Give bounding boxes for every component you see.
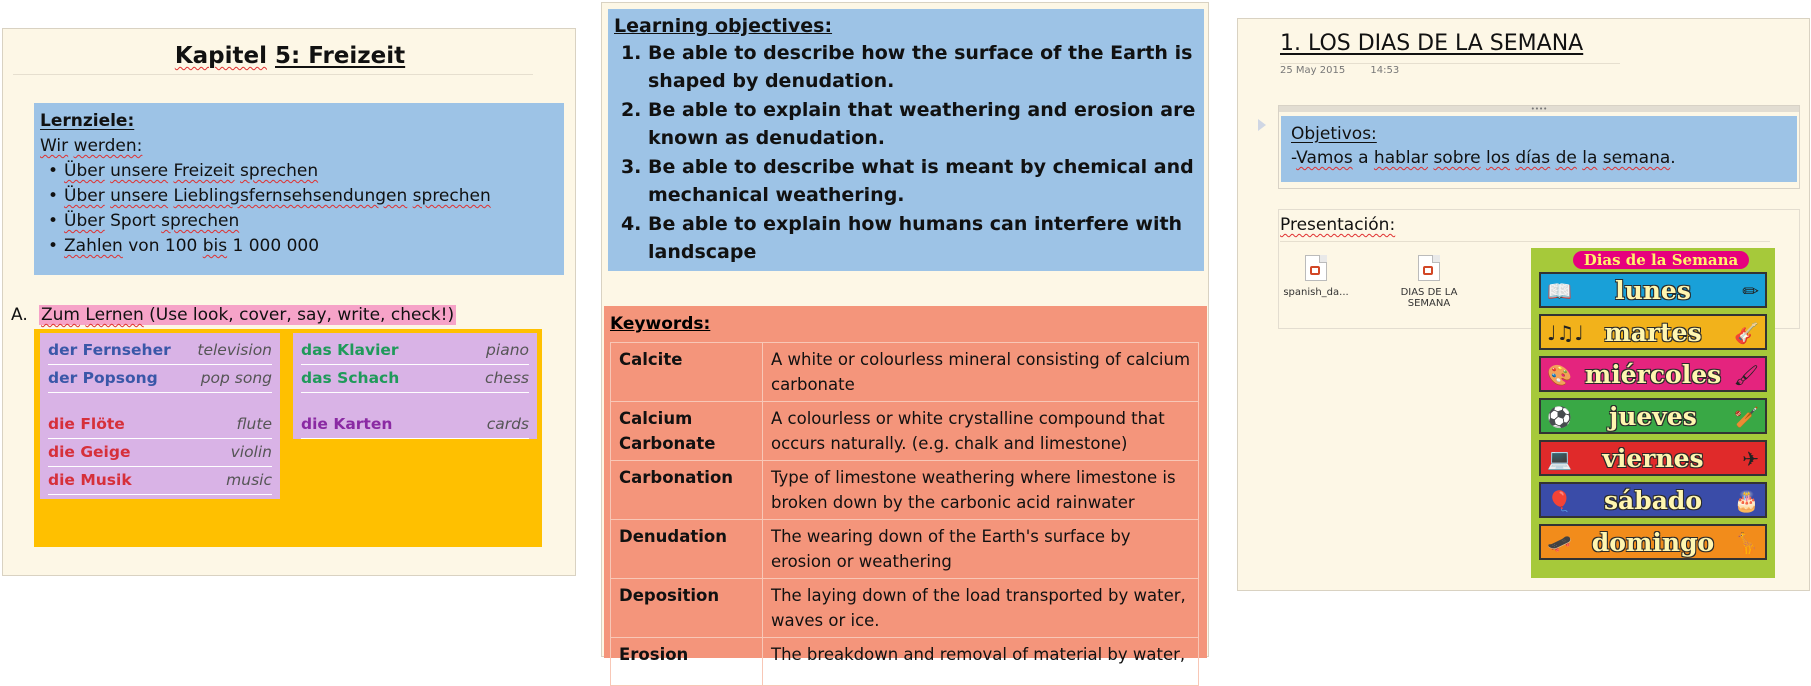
powerpoint-file-icon (1305, 255, 1327, 281)
computer-icon: 💻 (1547, 447, 1572, 471)
palette-icon: 🎨 (1547, 363, 1572, 387)
list-item: • Zahlen von 100 bis 1 000 000 (62, 234, 558, 259)
divider (13, 74, 533, 75)
file-attachment[interactable] (1271, 255, 1361, 298)
vocab-list-right (293, 333, 537, 439)
list-item: 4. Be able to explain how humans can interfere with landscape (648, 210, 1198, 266)
table-row: Calcite A white or colourless mineral consisting of calcium carbonate (611, 343, 1199, 402)
list-item: 1. Be able to describe how the surface of the Earth is shaped by denudation. (648, 39, 1198, 95)
objectives-intro: Wir werden: (40, 136, 143, 156)
list-item: 3. Be able to describe what is meant by chemical and mechanical weathering. (648, 153, 1198, 209)
balls-icon: ⚽ (1547, 405, 1572, 429)
day-band: 🎈 sábado 🎂 (1539, 482, 1767, 518)
day-band: ♩♫♩ martes 🎸 (1539, 314, 1767, 350)
vocab-row: der Fernseher television (48, 337, 272, 365)
vocab-row: die Karten cards (301, 411, 529, 439)
table-row: Calcium Carbonate A colourless or white crystalline compound that occurs naturally. (e.g. chalk and limestone) (611, 402, 1199, 461)
powerpoint-file-icon (1418, 255, 1440, 281)
german-slide (2, 28, 576, 576)
page-date: 25 May 2015 (1280, 65, 1346, 76)
music-notes-icon: ♩♫♩ (1547, 321, 1584, 345)
table-row: Deposition The laying down of the load transported by water, waves or ice. (611, 579, 1199, 638)
days-of-week-poster[interactable] (1531, 248, 1775, 578)
file-name: DIAS DE LA SEMANA (1400, 287, 1458, 309)
paper-plane-icon: ✈ (1742, 447, 1759, 471)
container-move-handle[interactable]: •••• (1279, 106, 1799, 112)
day-band: 🛹 domingo 🦒 (1539, 524, 1767, 560)
keywords-table (610, 342, 1199, 686)
page-time: 14:53 (1370, 65, 1400, 76)
table-row: Carbonation Type of limestone weathering where limestone is broken down by the carbonic acid rainwater (611, 461, 1199, 520)
objectives-header: Lernziele: (40, 111, 135, 131)
list-item: • Über unsere Lieblingsfernsehsendungen sprechen (62, 184, 558, 209)
skateboard-icon: 🛹 (1547, 531, 1572, 555)
objectives-list (40, 159, 558, 259)
poster-title: Dias de la Semana (1573, 251, 1749, 269)
vocab-row: die Flöte flute (48, 411, 272, 439)
list-item: • Über Sport sprechen (62, 209, 558, 234)
book-icon: 📖 (1547, 279, 1572, 303)
page-meta (1280, 65, 1421, 76)
section-heading: A. Zum Lernen (Use look, cover, say, write, check!) (11, 305, 455, 325)
day-band: 🎨 miércoles 🖌 (1539, 356, 1767, 392)
rocking-horse-icon: 🦒 (1734, 531, 1759, 555)
vocab-list-left (40, 333, 280, 499)
divider (1280, 241, 1770, 242)
table-row: Denudation The wearing down of the Earth's surface by erosion or weathering (611, 520, 1199, 579)
objectives-header: Learning objectives: (614, 15, 833, 37)
note-container[interactable] (1278, 105, 1800, 189)
page-title: Kapitel 5: Freizeit (174, 43, 406, 69)
vocab-row: die Geige violin (48, 439, 272, 467)
vocab-row: das Klavier piano (301, 337, 529, 365)
file-attachment[interactable] (1384, 255, 1474, 309)
list-item: 2. Be able to explain that weathering and erosion are known as denudation. (648, 96, 1198, 152)
vocab-row: das Schach chess (301, 365, 529, 393)
table-row: Erosion The breakdown and removal of material by water, (611, 638, 1199, 686)
pencil-icon: ✏ (1742, 279, 1759, 303)
spanish-page (1237, 18, 1810, 591)
objectives-header: Objetivos: (1291, 124, 1377, 144)
file-name: spanish_da... (1283, 287, 1349, 298)
presentation-header: Presentación: (1280, 215, 1396, 235)
cake-icon: 🎂 (1734, 489, 1759, 513)
bat-icon: 🏏 (1734, 405, 1759, 429)
list-item: • Über unsere Freizeit sprechen (62, 159, 558, 184)
easel-icon: 🖌 (1733, 363, 1759, 387)
objectives-box[interactable] (1281, 116, 1797, 182)
keywords-box (604, 306, 1207, 664)
guitar-icon: 🎸 (1734, 321, 1759, 345)
page-title[interactable]: 1. LOS DIAS DE LA SEMANA (1280, 31, 1584, 56)
day-band: 💻 viernes ✈ (1539, 440, 1767, 476)
balloons-icon: 🎈 (1547, 489, 1572, 513)
objectives-list (614, 39, 1198, 266)
day-band: 📖 lunes ✏ (1539, 272, 1767, 308)
objective-line: -Vamos a hablar sobre los días de la semana. (1291, 148, 1676, 168)
paragraph-handle-icon[interactable] (1258, 119, 1266, 131)
vocab-row: die Musik music (48, 467, 272, 495)
divider (1280, 63, 1620, 64)
geography-slide (601, 2, 1209, 664)
learning-objectives-box (608, 9, 1204, 271)
day-band: ⚽ jueves 🏏 (1539, 398, 1767, 434)
objectives-box (34, 103, 564, 275)
vocab-row: der Popsong pop song (48, 365, 272, 393)
keywords-header: Keywords: (610, 314, 711, 334)
